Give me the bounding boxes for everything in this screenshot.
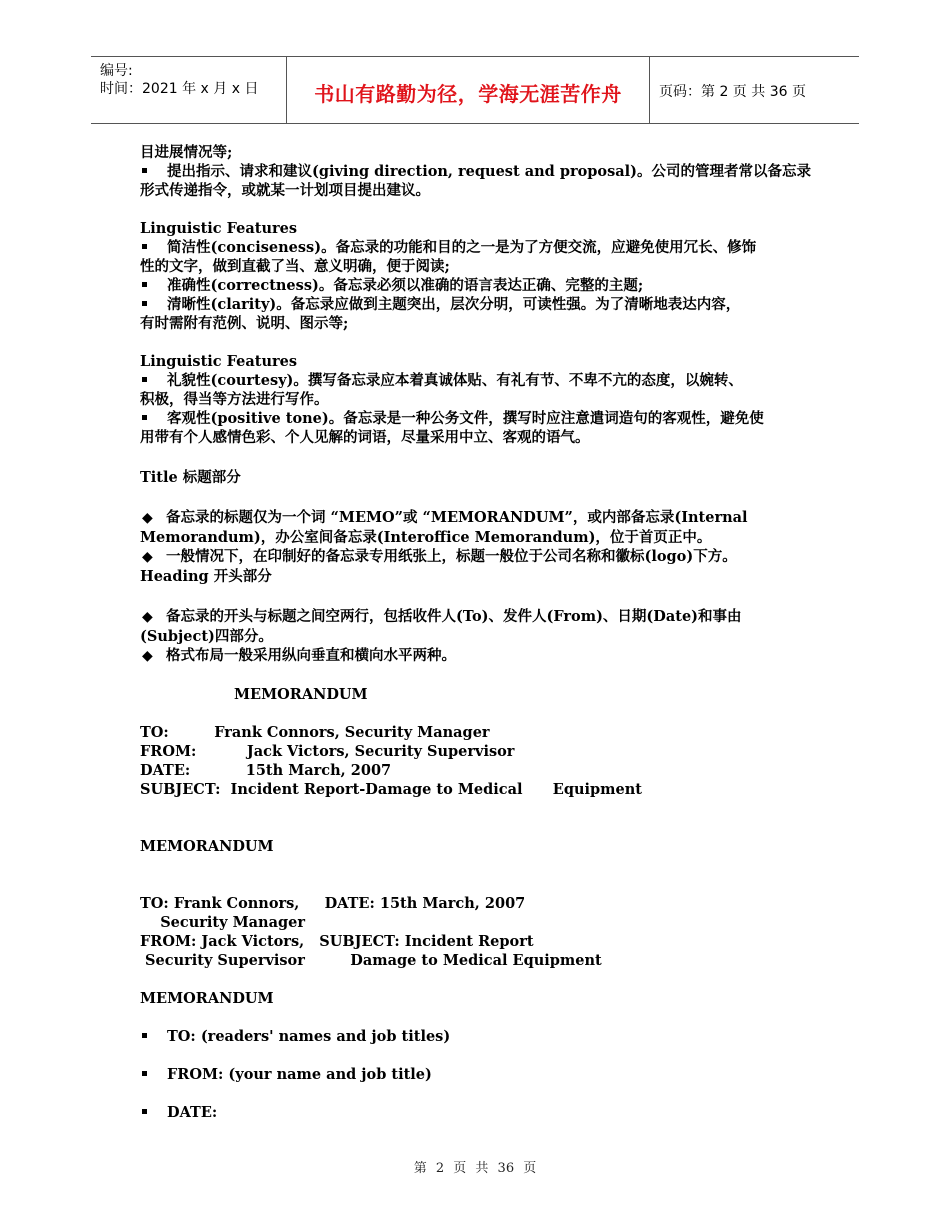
- header-page-cell: [650, 57, 859, 123]
- bullet-item: TO: (readers' names and job titles): [140, 1027, 815, 1046]
- paragraph: 用带有个人感情色彩、个人见解的词语，尽量采用中立、客观的语气。: [140, 429, 590, 446]
- bullet-item: 客观性(positive tone)。备忘录是一种公务文件，撰写时应注意遣词造句的客观性，避免使: [140, 409, 815, 428]
- square-bullet-icon: [142, 1071, 147, 1076]
- time-label: 时间：2021 年 x 月 x 日: [100, 81, 259, 97]
- section-heading: Linguistic Features: [140, 353, 298, 370]
- page-footer: 第 2 页 共 36 页: [413, 1161, 537, 1176]
- memo-line: FROM: Jack Victors, SUBJECT: Incident Report: [140, 933, 534, 950]
- diamond-bullet-icon: ◆: [142, 609, 153, 625]
- document-body: [140, 143, 815, 1122]
- bullet-item: DATE:: [140, 1103, 815, 1122]
- paragraph: 形式传递指令，或就某一计划项目提出建议。: [140, 182, 430, 199]
- paragraph: 有时需附有范例、说明、图示等;: [140, 315, 349, 332]
- section-heading: Linguistic Features: [140, 220, 298, 237]
- memo-to-line: TO: Frank Connors, Security Manager: [140, 724, 490, 741]
- square-bullet-icon: [142, 301, 147, 306]
- motto: 书山有路勤为径，学海无涯苦作舟: [314, 82, 622, 106]
- square-bullet-icon: [142, 168, 147, 173]
- memo-line: TO: Frank Connors, DATE: 15th March, 2007: [140, 895, 526, 912]
- page-header: [91, 56, 859, 124]
- bullet-item: 礼貌性(courtesy)。撰写备忘录应本着真诚体贴、有礼有节、不卑不亢的态度，以婉转、: [140, 371, 815, 390]
- diamond-bullet-icon: ◆: [142, 648, 153, 664]
- diamond-bullet-item: ◆ 备忘录的标题仅为一个词 “MEMO”或 “MEMORANDUM”，或内部备忘录(Internal: [142, 509, 748, 526]
- paragraph: 性的文字，做到直截了当、意义明确，便于阅读;: [140, 258, 450, 275]
- diamond-bullet-item: ◆ 一般情况下，在印制好的备忘录专用纸张上，标题一般位于公司名称和徽标(logo)下方。: [142, 548, 737, 565]
- bullet-item: 简洁性(conciseness)。备忘录的功能和目的之一是为了方便交流，应避免使用冗长、修饰: [140, 238, 815, 257]
- bullet-item: 清晰性(clarity)。备忘录应做到主题突出，层次分明，可读性强。为了清晰地表达内容，: [140, 295, 815, 314]
- bullet-item: 准确性(correctness)。备忘录必须以准确的语言表达正确、完整的主题;: [140, 276, 815, 295]
- square-bullet-icon: [142, 282, 147, 287]
- memo-title: MEMORANDUM: [140, 990, 274, 1007]
- paragraph: Memorandum)，办公室间备忘录(Interoffice Memorandum)，位于首页正中。: [140, 529, 712, 546]
- paragraph: 目进展情况等;: [140, 144, 233, 161]
- page-number-label: 页码：第 2 页 共 36 页: [659, 84, 806, 100]
- memo-from-line: FROM: Jack Victors, Security Supervisor: [140, 743, 515, 760]
- diamond-bullet-icon: ◆: [142, 549, 153, 565]
- memo-title: MEMORANDUM: [234, 686, 368, 703]
- memo-date-line: DATE: 15th March, 2007: [140, 762, 392, 779]
- bullet-item: 提出指示、请求和建议(giving direction, request and proposal)。公司的管理者常以备忘录: [140, 162, 815, 181]
- diamond-bullet-icon: ◆: [142, 510, 153, 526]
- header-meta-cell: [91, 57, 287, 123]
- square-bullet-icon: [142, 415, 147, 420]
- paragraph: (Subject)四部分。: [140, 628, 273, 645]
- diamond-bullet-item: ◆ 格式布局一般采用纵向垂直和横向水平两种。: [142, 647, 456, 664]
- square-bullet-icon: [142, 1109, 147, 1114]
- memo-line: Security Manager: [140, 914, 305, 931]
- memo-subject-line: SUBJECT: Incident Report-Damage to Medical Equipment: [140, 781, 642, 798]
- memo-title: MEMORANDUM: [140, 838, 274, 855]
- bullet-item: FROM: (your name and job title): [140, 1065, 815, 1084]
- square-bullet-icon: [142, 1033, 147, 1038]
- diamond-bullet-item: ◆ 备忘录的开头与标题之间空两行，包括收件人(To)、发件人(From)、日期(Date)和事由: [142, 608, 742, 625]
- square-bullet-icon: [142, 244, 147, 249]
- header-motto-cell: [287, 57, 650, 123]
- section-heading: Heading 开头部分: [140, 568, 272, 585]
- square-bullet-icon: [142, 377, 147, 382]
- memo-line: Security Supervisor Damage to Medical Equipment: [140, 952, 602, 969]
- number-label: 编号:: [100, 63, 133, 79]
- paragraph: 积极，得当等方法进行写作。: [140, 391, 329, 408]
- section-heading: Title 标题部分: [140, 469, 241, 486]
